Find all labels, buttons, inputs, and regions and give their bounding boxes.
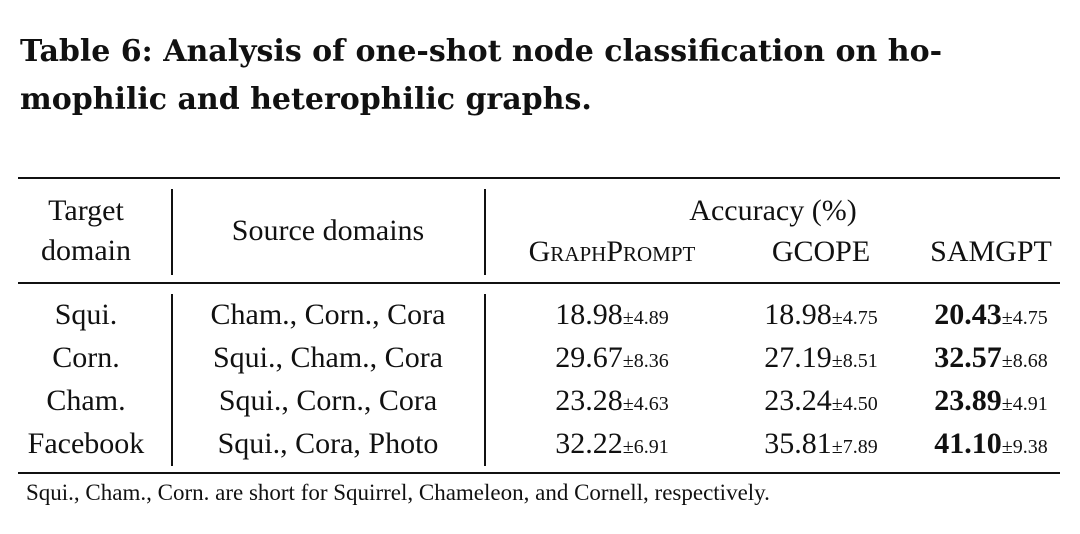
header-target-line2: domain <box>41 234 131 267</box>
accuracy-std: ±7.89 <box>831 436 878 458</box>
accuracy-std: ±4.89 <box>622 307 669 329</box>
accuracy-mean: 32.22 <box>555 427 623 460</box>
row-target-domain: Squi. <box>54 298 118 331</box>
accuracy-std: ±4.63 <box>622 393 669 415</box>
accuracy-mean: 29.67 <box>555 341 623 374</box>
caption-line-1: Table 6: Analysis of one-shot node classification on ho- <box>20 34 943 69</box>
body-separator-1 <box>171 294 173 466</box>
row-source-domains: Squi., Cham., Cora <box>213 341 443 374</box>
accuracy-cell <box>934 426 1047 465</box>
accuracy-cell <box>764 426 877 465</box>
row-target-domain: Cham. <box>46 384 126 417</box>
row-target-domain: Corn. <box>52 341 120 374</box>
accuracy-mean: 35.81 <box>764 427 832 460</box>
body-separator-2 <box>484 294 486 466</box>
header-method-samgpt: SAMGPT <box>930 235 1052 268</box>
accuracy-mean: 41.10 <box>934 427 1002 460</box>
accuracy-std: ±6.91 <box>622 436 669 458</box>
accuracy-mean: 18.98 <box>555 298 623 331</box>
accuracy-mean: 20.43 <box>934 298 1002 331</box>
accuracy-cell <box>764 340 877 379</box>
accuracy-cell <box>934 340 1047 379</box>
accuracy-std: ±8.36 <box>622 350 669 372</box>
accuracy-mean: 18.98 <box>764 298 832 331</box>
row-source-domains: Cham., Corn., Cora <box>210 298 446 331</box>
accuracy-cell <box>555 426 668 465</box>
accuracy-cell <box>555 340 668 379</box>
caption-line-2: mophilic and heterophilic graphs. <box>20 82 592 117</box>
table-caption <box>20 28 1060 124</box>
row-source-domains: Squi., Corn., Cora <box>218 384 438 417</box>
accuracy-mean: 23.24 <box>764 384 832 417</box>
header-separator-2 <box>484 189 486 275</box>
accuracy-cell <box>934 297 1047 336</box>
accuracy-mean: 27.19 <box>764 341 832 374</box>
row-target-domain: Facebook <box>27 427 145 460</box>
accuracy-mean: 23.89 <box>934 384 1002 417</box>
header-method-gcope: GCOPE <box>771 235 871 268</box>
top-rule <box>18 177 1060 179</box>
header-separator-1 <box>171 189 173 275</box>
table-footnote: Squi., Cham., Corn. are short for Squirrel, Chameleon, and Cornell, respectively. <box>26 480 770 505</box>
header-method-graphprompt: GraphPrompt <box>528 235 696 268</box>
header-source-domains: Source domains <box>231 214 425 247</box>
accuracy-std: ±8.68 <box>1001 350 1048 372</box>
accuracy-std: ±4.50 <box>831 393 878 415</box>
accuracy-mean: 32.57 <box>934 341 1002 374</box>
accuracy-cell <box>555 297 668 336</box>
bottom-rule <box>18 472 1060 474</box>
accuracy-cell <box>555 383 668 422</box>
header-accuracy: Accuracy (%) <box>689 194 857 227</box>
accuracy-std: ±4.91 <box>1001 393 1048 415</box>
row-source-domains: Squi., Cora, Photo <box>217 427 439 460</box>
accuracy-std: ±9.38 <box>1001 436 1048 458</box>
header-rule <box>18 282 1060 284</box>
accuracy-mean: 23.28 <box>555 384 623 417</box>
accuracy-cell <box>934 383 1047 422</box>
accuracy-std: ±4.75 <box>1001 307 1048 329</box>
header-target-line1: Target <box>48 194 124 227</box>
accuracy-cell <box>764 297 877 336</box>
accuracy-cell <box>764 383 877 422</box>
accuracy-std: ±8.51 <box>831 350 878 372</box>
accuracy-std: ±4.75 <box>831 307 878 329</box>
